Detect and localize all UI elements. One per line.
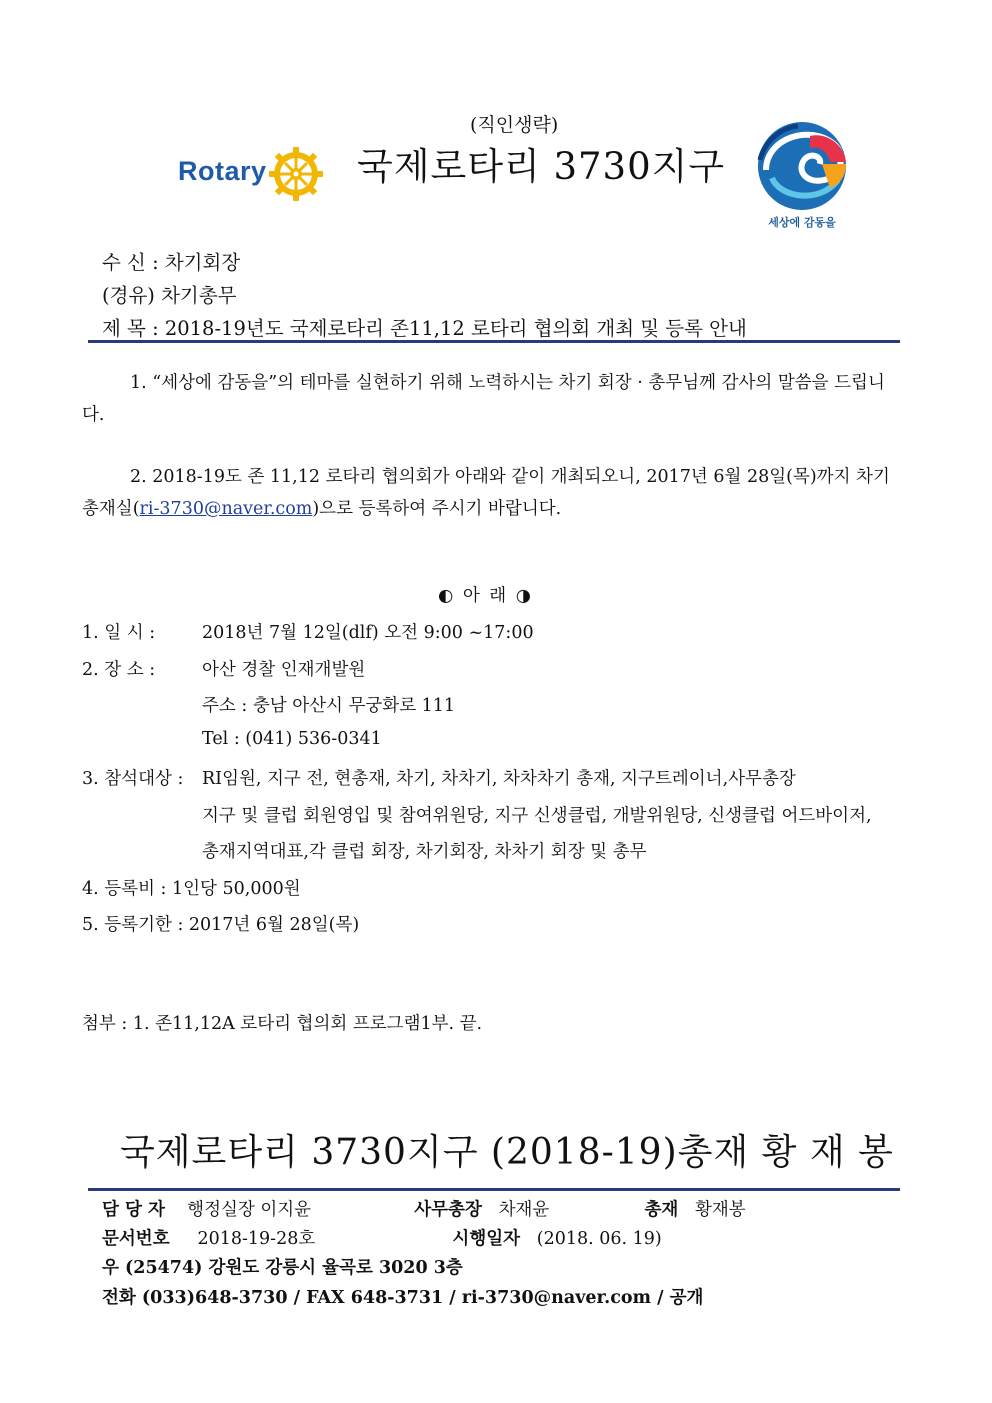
seal-omitted-note: (직인생략) bbox=[470, 114, 559, 136]
theme-swirl-icon bbox=[750, 118, 854, 214]
item-attendees-line-3: 총재지역대표,각 클럽 회장, 차기회장, 차차기 회장 및 총무 bbox=[202, 842, 647, 862]
issue-date-label: 시행일자 bbox=[452, 1229, 521, 1249]
footer-title: 국제로타리 3730지구 (2018-19)총재 황 재 봉 bbox=[120, 1132, 894, 1173]
item-tel: Tel : (041) 536-0341 bbox=[202, 729, 382, 749]
paragraph-1-text: 1. “세상에 감동을”의 테마를 실현하기 위해 노력하시는 차기 회장 · 총무님께 감사의 말씀을 드립니다. bbox=[82, 373, 885, 425]
email-link[interactable]: ri-3730@naver.com bbox=[139, 499, 313, 519]
footer-staff-row bbox=[102, 1196, 746, 1221]
item-date-value: 2018년 7월 12일(dlf) 오전 9:00 ~17:00 bbox=[202, 623, 534, 643]
rotary-logo bbox=[178, 142, 328, 206]
footer-docno-row bbox=[102, 1225, 662, 1250]
rotary-logo-word: Rotary bbox=[178, 156, 267, 186]
item-date-label: 1. 일 시 : bbox=[82, 623, 156, 643]
item-attendees-line-1: RI임원, 지구 전, 현총재, 차기, 차차기, 차차차기 총재, 지구트레이너,사무총장 bbox=[202, 769, 796, 789]
item-fee: 4. 등록비 : 1인당 50,000원 bbox=[82, 879, 301, 899]
item-place bbox=[82, 656, 365, 681]
paragraph-1 bbox=[82, 367, 902, 431]
item-date bbox=[82, 619, 534, 644]
footer-address: 우 (25474) 강원도 강릉시 율곡로 3020 3층 bbox=[102, 1258, 463, 1278]
footer-divider bbox=[88, 1188, 900, 1191]
recipient-line: 수 신 : 차기회장 bbox=[102, 251, 241, 274]
item-address: 주소 : 충남 아산시 무궁화로 111 bbox=[202, 696, 456, 716]
paragraph-2-tail: )으로 등록하여 주시기 바랍니다. bbox=[312, 499, 562, 519]
item-place-value: 아산 경찰 인재개발원 bbox=[202, 660, 366, 680]
paragraph-2 bbox=[82, 461, 902, 525]
notice-heading: ◐ 아 래 ◑ bbox=[438, 586, 534, 606]
docno-label: 문서번호 bbox=[102, 1229, 170, 1249]
header-divider bbox=[88, 340, 900, 343]
item-attendees bbox=[82, 765, 796, 790]
theme-logo bbox=[750, 118, 854, 238]
attachment-line: 첨부 : 1. 존11,12A 로타리 협의회 프로그램1부. 끝. bbox=[82, 1014, 483, 1034]
secretary-label: 사무총장 bbox=[414, 1200, 482, 1220]
item-attendees-label: 3. 참석대상 : bbox=[82, 769, 184, 789]
org-title: 국제로타리 3730지구 bbox=[357, 145, 726, 188]
item-attendees-line-2: 지구 및 클럽 회원영입 및 참여위원당, 지구 신생클럽, 개발위원당, 신생클럽 어드바이저, bbox=[202, 806, 872, 826]
rotary-wheel-icon bbox=[268, 146, 324, 202]
paragraph-2-text: 2. 2018-19도 존 11,12 로타리 협의회가 아래와 같이 개최되오니, 2017년 6월 28일(목)까지 차기총재실( bbox=[82, 467, 890, 519]
footer-contact: 전화 (033)648-3730 / FAX 648-3731 / ri-3730@naver.com / 공개 bbox=[102, 1288, 704, 1308]
governor-value: 황재봉 bbox=[694, 1200, 746, 1220]
item-place-label: 2. 장 소 : bbox=[82, 660, 156, 680]
theme-logo-caption: 세상에 감동을 bbox=[768, 216, 836, 229]
staff-label: 담 당 자 bbox=[102, 1200, 165, 1220]
subject-line: 제 목 : 2018-19년도 국제로타리 존11,12 로타리 협의회 개최 및 등록 안내 bbox=[102, 317, 747, 340]
item-deadline: 5. 등록기한 : 2017년 6월 28일(목) bbox=[82, 915, 360, 935]
governor-label: 총재 bbox=[644, 1200, 679, 1220]
via-line: (경유) 차기총무 bbox=[102, 284, 237, 307]
docno-value: 2018-19-28호 bbox=[197, 1229, 316, 1249]
secretary-value: 차재윤 bbox=[498, 1200, 550, 1220]
staff-value: 행정실장 이지윤 bbox=[187, 1200, 312, 1220]
issue-date-value: (2018. 06. 19) bbox=[536, 1229, 662, 1249]
